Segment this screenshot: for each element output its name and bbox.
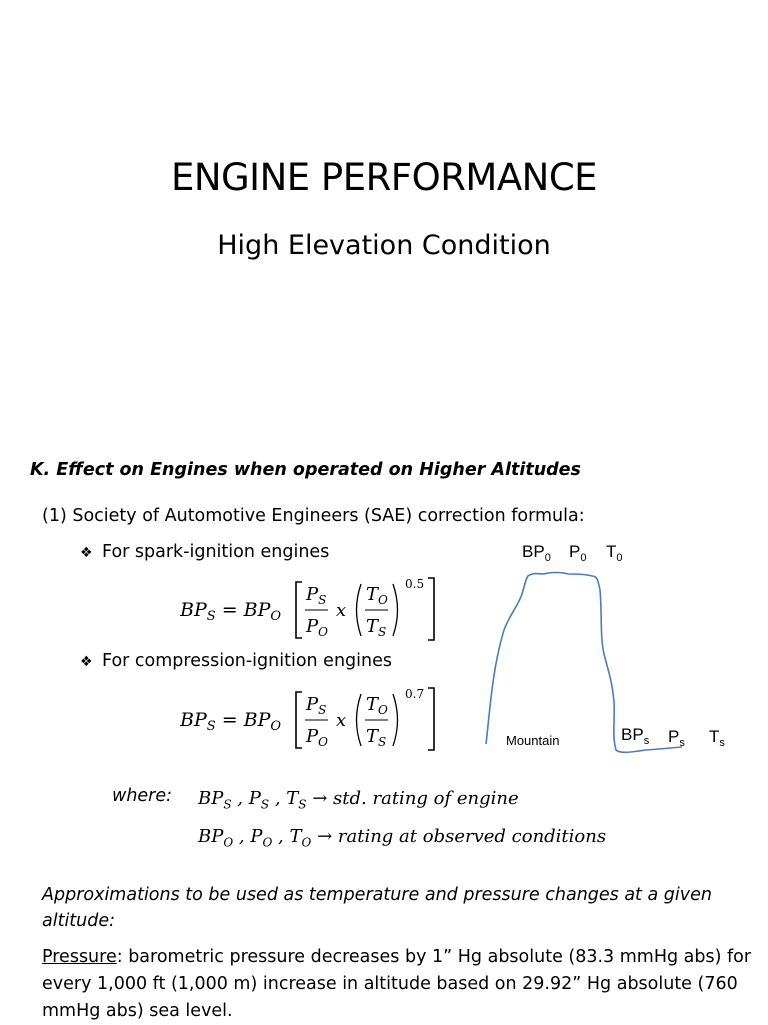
svg-text:PO: $P_O$	[306, 726, 328, 749]
label-ts: $T_s$	[709, 727, 725, 749]
pressure-paragraph	[42, 944, 762, 1025]
svg-text:PS: $P_S$	[306, 694, 327, 717]
bullet-compression-ignition	[80, 651, 392, 671]
approximation-note: Approximations to be used as temperature and pressure changes at a given altitude:	[42, 885, 712, 931]
bullet-spark-label: For spark-ignition engines	[102, 542, 330, 562]
svg-text:TS: $T_S$	[366, 726, 387, 749]
pressure-term: Pressure	[42, 947, 117, 967]
mountain-outline	[486, 573, 682, 753]
label-bps: $BP_s$	[621, 725, 650, 747]
mountain-label: Mountain	[506, 733, 560, 748]
bullet-spark-ignition	[80, 542, 329, 562]
svg-text:TO: $T_O$	[366, 694, 388, 717]
label-p0: $P_0$	[569, 542, 587, 564]
where-std-rating: $BP_S$ , $P_S$ , $T_S$ → std. rating of engine	[198, 788, 519, 812]
svg-text:PS: $P_S$	[306, 584, 327, 607]
svg-text:x: x	[336, 710, 347, 731]
svg-text:PO: $P_O$	[306, 616, 328, 639]
formula-lhs: $BP_S = BP_O$	[180, 709, 282, 734]
sae-formula-intro: (1) Society of Automotive Engineers (SAE) correction formula:	[42, 506, 585, 526]
label-t0: $T_0$	[606, 542, 623, 564]
diamond-bullet-icon: ❖	[80, 654, 93, 670]
where-label: where:	[112, 786, 173, 806]
formula-lhs: $BP_S = BP_O$	[180, 599, 282, 624]
page-subtitle: High Elevation Condition	[217, 230, 551, 261]
bullet-compression-label: For compression-ignition engines	[102, 651, 392, 671]
diamond-bullet-icon: ❖	[80, 545, 93, 561]
where-observed-rating: $BP_O$ , $P_O$ , $T_O$ → rating at observed conditions	[198, 826, 607, 850]
formula-compression-ignition	[180, 684, 450, 754]
exponent-compression: 0.7	[405, 687, 425, 701]
formula-spark-ignition	[180, 574, 450, 644]
page-title: ENGINE PERFORMANCE	[170, 156, 598, 199]
exponent-spark: 0.5	[405, 577, 425, 591]
label-bp0: $BP_0$	[522, 542, 551, 564]
label-ps: $P_s$	[668, 727, 685, 749]
svg-text:TO: $T_O$	[366, 584, 388, 607]
pressure-text: : barometric pressure decreases by 1” Hg absolute (83.3 mmHg abs) for every 1,000 ft (1,000 m) increase in altitude based on 29.92” Hg absolute (760 mmHg abs) sea level.	[42, 947, 752, 1021]
svg-text:TS: $T_S$	[366, 616, 387, 639]
svg-text:x: x	[336, 600, 347, 621]
mountain-diagram	[470, 530, 740, 760]
section-heading: K. Effect on Engines when operated on Higher Altitudes	[30, 460, 581, 480]
